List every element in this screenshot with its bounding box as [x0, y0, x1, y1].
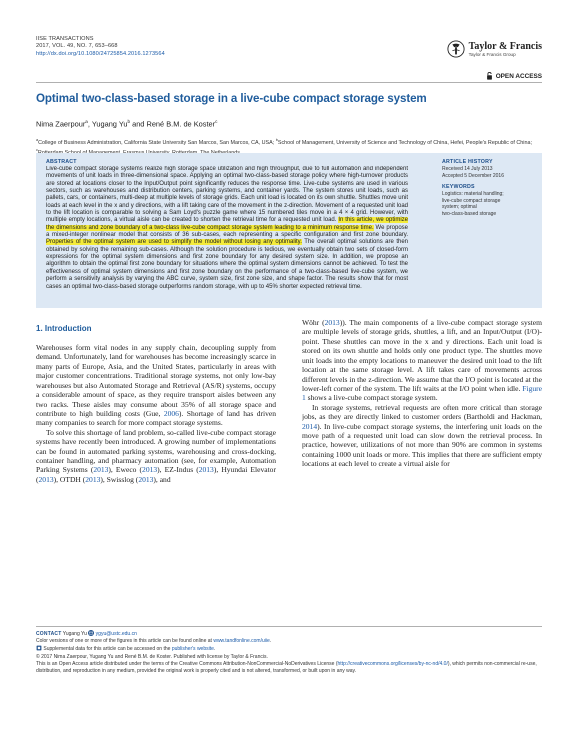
publisher-logo[interactable] [447, 40, 542, 58]
affiliation: College of Business Administration, California State University San Marcos, San Marcos, CA, USA; [38, 139, 276, 146]
article-metadata [442, 159, 538, 218]
publisher-website-link[interactable]: publisher's website [171, 646, 214, 653]
license-note: This is an Open Access article distributed under the terms of the Creative Commons Attribution-NonCommercial-NoDerivatives License (http://creativecommons.org/licenses/by-nc-nd/4.0/), which permits non-commercial re-use, distribution, and reproduction in any medium, provided the original work is properly cited and is not altered, transformed, or built upon in any way. [36, 660, 537, 675]
taylor-francis-logo-icon [447, 40, 465, 58]
citation-link[interactable]: 2013 [93, 465, 109, 475]
abstract-box [36, 153, 542, 308]
publisher-group: Taylor & Francis Group [468, 51, 516, 57]
abstract-text: Live-cube compact storage systems realize high storage space utilization and high throughput, due to full automation and independent movements of unit loads in three-dimensional space. Applying an optimal two-class-based storage policy where high-turnover products are stored at locations closer to the Input/Output point significantly reduces the response time. Live-cube systems are used in various sectors, such as warehouses and distribution centers, parking systems, and container yards. The system stores unit loads, such as pallets, cars, or containers, multi-deep at multiple levels of storage grids. Each unit load is located on its own shuttle. Shuttles move unit loads at each level in the x and y directions, with a lift taking care of the movement in the z-direction. Movement of a requested unit load to the lift location is comparable to solving a Sam Loyd's puzzle game where 15 numbered tiles move in a 4 × 4 grid. However, with multiple empty locations, a virtual aisle can be created to shorten the retrieval time for a requested unit load. In this article, we optimize the dimensions and zone boundary of a two-class live-cube compact storage system leading to a minimum response time. We propose a mixed-integer nonlinear model that consists of 36 sub-cases, each representing a specific configuration and first zone boundary. Properties of the optimal system are used to simplify the model without losing any optimality. The overall optimal solutions are then obtained by solving the remaining sub-cases. Although the solution procedure is tedious, we eventually obtain two sets of closed-form expressions for the optimal system dimensions and first zone boundary for any desired system size. In addition, we propose an algorithm to obtain the optimal first zone boundary for situations where the optimal system dimensions cannot be achieved. To test the effectiveness of optimal system dimensions and first zone boundary on the performance of a two-class-based live-cube system, we perform a sensitivity analysis by varying the ABC curve, system size, first zone size, and shape factor. The results show that for most cases an optimal two-class-based storage outperforms random storage, with up to 45% shorter expected retrieval time. [46, 166, 408, 290]
author-name: René B.M. de Koster [146, 119, 216, 129]
abstract [46, 159, 408, 304]
author-name: Nima Zaerpour [36, 119, 86, 129]
accepted-date: Accepted 5 December 2016 [442, 172, 504, 179]
abstract-label: ABSTRACT [46, 159, 77, 165]
citation-link[interactable]: 2006 [163, 408, 179, 418]
author-list: Nima Zaerpour$^a$, Yugang Yu$^b$ and René B.M. de Koster$^c$ [36, 119, 218, 129]
figure-link[interactable]: Figure 1 [302, 383, 542, 403]
supplemental-note: Supplemental data for this article can be accessed on the publisher's website. [36, 645, 542, 653]
keyword: two-class-based storage [442, 210, 497, 217]
citation-link[interactable]: 2013 [198, 465, 214, 475]
keywords-label: KEYWORDS [442, 184, 475, 191]
open-access-label: OPEN ACCESS [495, 72, 542, 80]
header-divider [36, 82, 542, 83]
journal-url-link[interactable]: www.tandfonline.com/uiie [213, 638, 270, 645]
contact-email-link[interactable]: ygyu@ustc.edu.cn [95, 631, 137, 637]
paragraph: To solve this shortage of land problem, so-called live-cube compact storage systems have recently been introduced. A growing number of implementations can be found in automated parking systems, warehousing and cross-docking, container handling, and pharmacy automation (see, for example, Automation Parking Systems (2013), Eweco (2013), EZ-Indus (2013), Hyundai Elevator (2013), OTDH (2013), Swisslog (2013), and [36, 427, 276, 484]
license-link[interactable]: http://creativecommons.org/licenses/by-nc-nd/4.0/ [337, 660, 448, 667]
citation-link[interactable]: 2014 [302, 421, 318, 431]
received-date: Received 14 July 2013 [442, 166, 493, 172]
footer-divider [36, 626, 542, 627]
citation-link[interactable]: 2013 [138, 474, 154, 484]
affiliation: School of Management, University of Science and Technology of China, Hefei, People's Republic of China; [277, 139, 532, 146]
keyword: live-cube compact storage [442, 197, 501, 204]
keyword: system; optimal [442, 204, 477, 211]
contact-name: Yugang Yu [61, 631, 89, 637]
affiliations: $^a$College of Business Administration, California State University San Marcos, San Marcos, CA, USA; $^b$School of Management, University of Science and Technology of China, Hefei, People's Republic of China; $^c$ [36, 137, 542, 157]
journal-info [36, 36, 165, 58]
open-access-badge [486, 72, 542, 80]
paragraph: Warehouses form vital nodes in any supply chain, decoupling supply from demand. Unfortunately, land for warehouses has become increasingly scarce in many parts of Europe, Asia, and the United States, particularly in areas with major customer concentrations. Traditional storage systems, not only low-bay warehouses but also Automated Storage and Retrieval (AS/R) systems, occupy a considerable amount of space, as they require transport aisles between any two racks. These aisles may consume about 35% of all storage space and contribute to high building costs (Gue, 2006). Shortage of land has driven many companies to search for more compact storage systems. [36, 343, 276, 428]
body-column-left [36, 318, 276, 622]
doi-link[interactable]: http://dx.doi.org/10.1080/24725854.2016.1273564 [36, 50, 165, 57]
article-title: Optimal two-class-based storage in a live-cube compact storage system [36, 92, 427, 105]
section-heading: 1. Introduction [36, 324, 92, 333]
history-label: ARTICLE HISTORY [442, 159, 493, 165]
author-name: Yugang Yu [91, 119, 128, 129]
open-lock-icon [486, 72, 493, 80]
citation-link[interactable]: 2013 [324, 318, 340, 327]
volume-line: 2017, VOL. 49, NO. 7, 653–668 [36, 43, 118, 50]
citation-link[interactable]: 2013 [38, 474, 54, 484]
citation-link[interactable]: 2013 [85, 474, 101, 484]
journal-name: IISE TRANSACTIONS [36, 36, 94, 42]
publisher-name: Taylor & Francis [468, 40, 542, 52]
email-icon [88, 630, 94, 636]
paragraph: In storage systems, retrieval requests are often more critical than storage jobs, as they are directly linked to customer orders (Bartholdi and Hackman, 2014). In live-cube compact storage systems, the interfering unit loads on the move path of a requested unit load can slow down the retrieval process. In practice, however, utilizations of not more than 90% are common in systems containing 1000 unit loads or more. This implies that there are sufficient empty locations at each level to create a virtual aisle for [302, 402, 542, 469]
footnotes [36, 630, 542, 675]
highlighted-text[interactable]: In this article, we optimize the dimensions and zone boundary of a two-class live-cube compact storage system leading to a minimum response time. [46, 217, 408, 231]
color-note: Color versions of one or more of the figures in this article can be found online at www.tandfonline.com/uiie. [36, 638, 272, 645]
highlighted-text[interactable]: Properties of the optimal system are used to simplify the model without losing any optimality. [46, 239, 302, 246]
copyright-note: © 2017 Nima Zaerpour, Yugang Yu and René B.M. de Koster. Published with license by Taylor & Francis. [36, 653, 268, 660]
keyword: Logistics: material handling; [442, 191, 504, 198]
supplemental-data-icon [36, 645, 42, 651]
body-column-right [302, 318, 542, 622]
contact-line [36, 630, 542, 638]
contact-label: CONTACT [36, 631, 62, 637]
paragraph: Wöhr (2013)). The main components of a live-cube compact storage system are multiple levels of storage grids, shuttles, a lift, and an Input/Output (I/O)-point. These shuttles can move in the x and y directions. Each unit load is stored on its own shuttle and holds only one product type. The shuttles move unit loads into the empty locations to maneuver the desired unit load to the lift location at the same storage level. A lift takes care of movements across different levels in the z-direction. We assume that the I/O point is located at the lower-left corner of the system. The lift waits at the I/O point when idle. Figure 1 shows a live-cube compact storage system. [302, 318, 542, 403]
citation-link[interactable]: 2013 [142, 465, 158, 475]
